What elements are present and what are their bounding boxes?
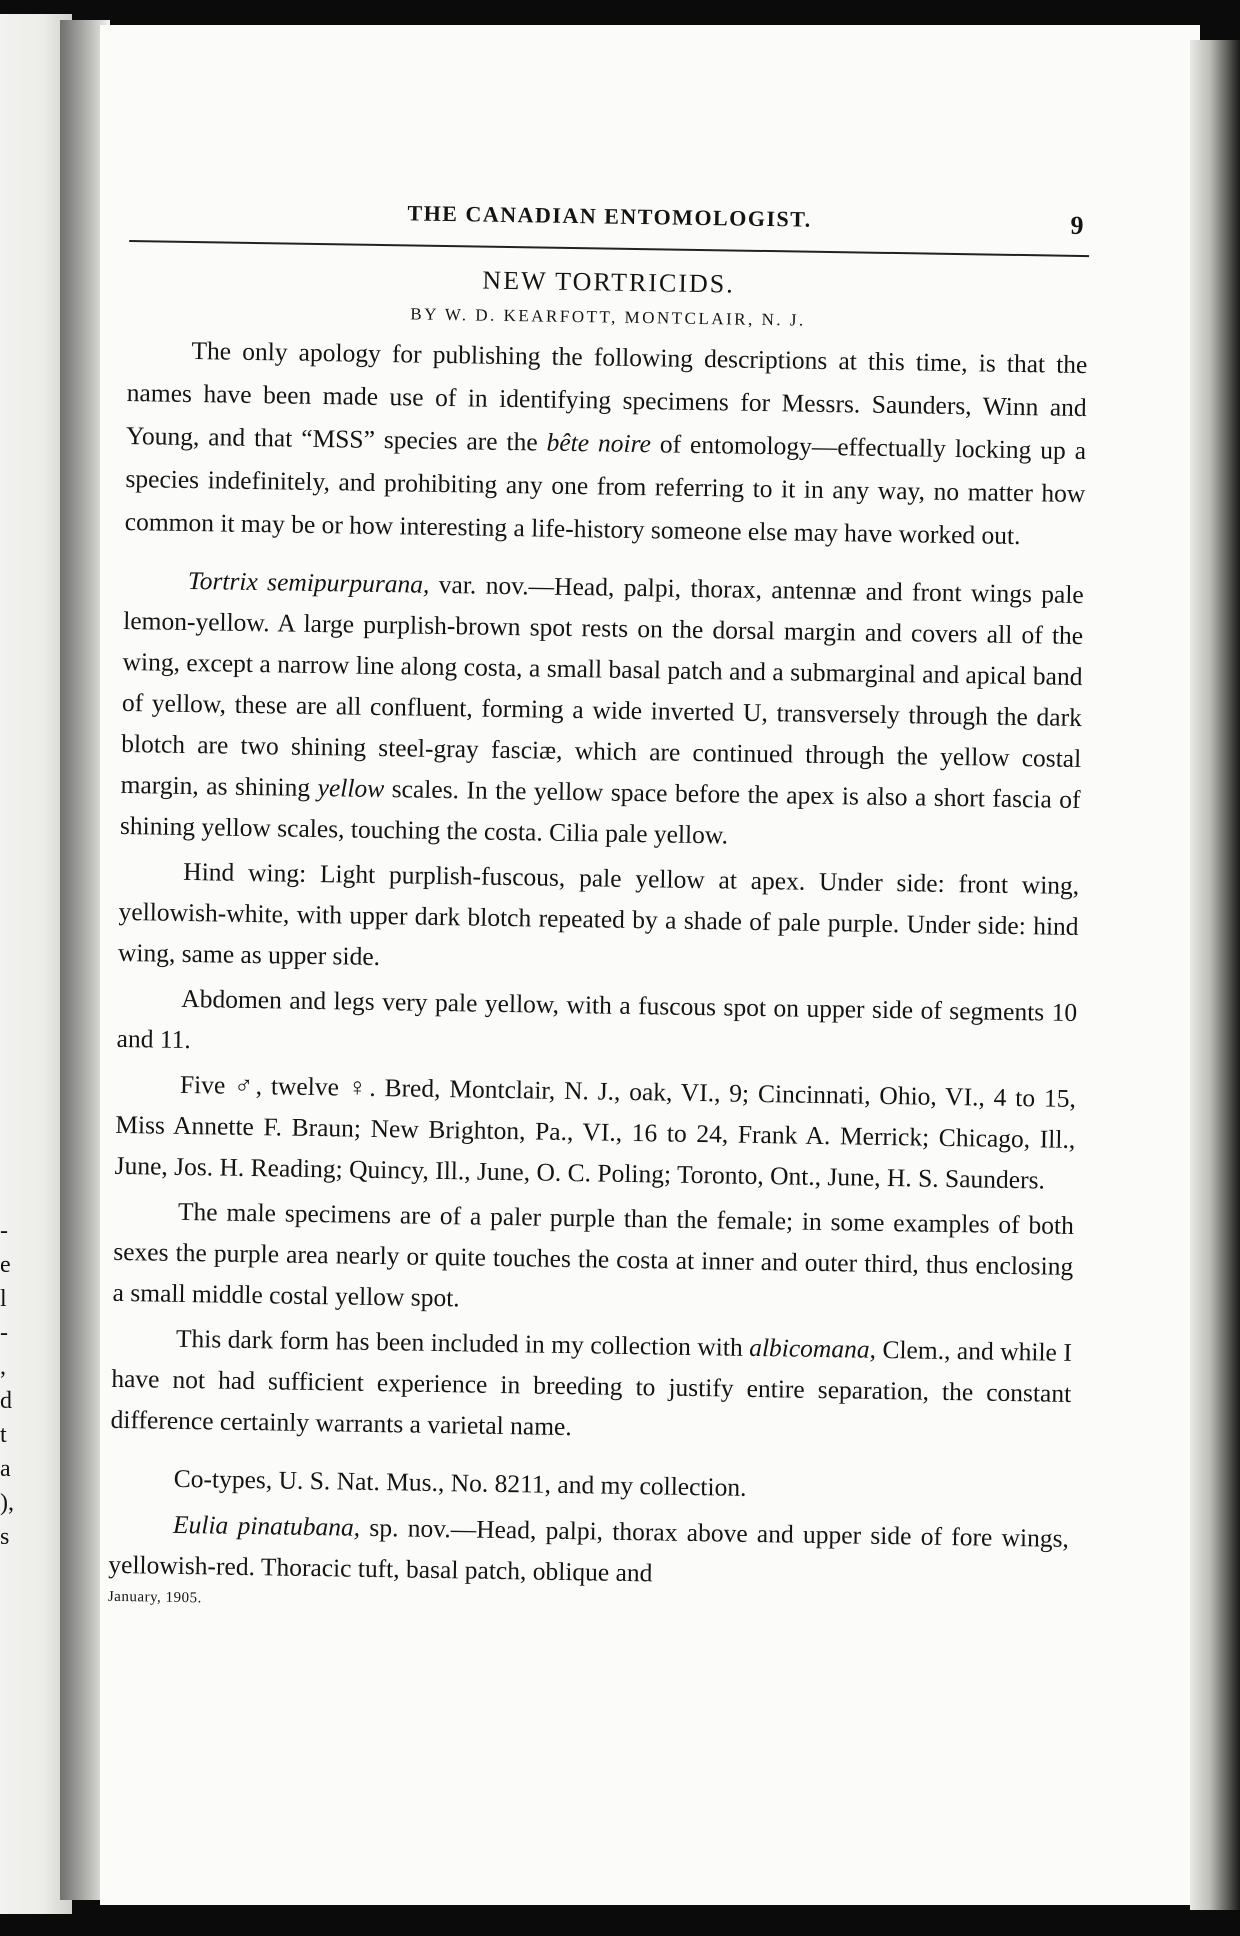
- facing-page-char: ),: [0, 1490, 14, 1516]
- species-name: Eulia pinatubana,: [172, 1509, 361, 1542]
- page-number: 9: [1070, 210, 1084, 240]
- facing-page-char: e: [0, 1252, 11, 1278]
- abdomen-paragraph: Abdomen and legs very pale yellow, with a fuscous spot on upper side of segments 10 and 11.: [116, 983, 1078, 1055]
- facing-page-char: -: [0, 1218, 8, 1244]
- species-description-text-b: scales. In the yellow space before the apex is also a short fascia of shining yellow scales, touching the costa. Cilia pale yellow.: [119, 774, 1081, 850]
- facing-page-char: t: [0, 1422, 7, 1448]
- italic-word: yellow: [317, 773, 385, 804]
- article-title: NEW TORTRICIDS.: [482, 265, 735, 299]
- specimens-paragraph: Five ♂, twelve ♀. Bred, Montclair, N. J., oak, VI., 9; Cincinnati, Ohio, VI., 4 to 15, Miss Annette F. Braun; New Brighton, Pa., VI., 16 to 24, Frank A. Merrick; Chicago, Ill., June, Jos. H. Reading; Quincy, Ill., June, O. C. Poling; Toronto, Ont., June, H. S. Saunders.: [114, 1069, 1077, 1195]
- intro-italic-phrase: bête noire: [546, 427, 652, 459]
- second-species-text: sp. nov.—Head, palpi, thorax above and upper side of fore wings, yellowish-red. Thoracic tuft, basal patch, oblique and: [108, 1512, 1070, 1588]
- facing-page-char: -: [0, 1320, 8, 1346]
- issue-date: January, 1905.: [107, 1588, 202, 1607]
- intro-text-c: of entomology—effectually locking up a species indefinitely, and prohibiting any one from referring to it in any way, no matter how common it may be or how interesting a life-history someone else may have worked out.: [124, 429, 1087, 551]
- article-byline: BY W. D. KEARFOTT, MONTCLAIR, N. J.: [410, 304, 806, 330]
- page-content: [108, 190, 1090, 1621]
- species-description-text-a: var. nov.—Head, palpi, thorax, antennæ and front wings pale lemon-yellow. A large purplish-brown spot rests on the dorsal margin and covers all of the wing, except a narrow line along costa, a small basal patch and a submarginal and apical band of yellow, these are all confluent, forming a wide inverted U, transversely through the dark blotch are two shining steel-gray fasciæ, which are continued through the yellow costal margin, as shining: [120, 569, 1084, 803]
- dark-form-text-a: This dark form has been included in my collection with: [175, 1323, 750, 1362]
- facing-page-cut-text: [0, 1214, 20, 1554]
- second-species-paragraph: [108, 1503, 1069, 1600]
- dark-form-paragraph: [110, 1317, 1072, 1455]
- intro-text-a: The only apology for publishing the following descriptions at this time, is that the names have been made use of in identifying specimens for Messrs. Saunders, Winn and Young, and that “MSS” species are the: [125, 335, 1088, 457]
- facing-page-char: s: [0, 1524, 10, 1550]
- co-types-paragraph: Co-types, U. S. Nat. Mus., No. 8211, and my collection.: [173, 1463, 747, 1502]
- intro-paragraph: [124, 328, 1087, 558]
- facing-page-char: l: [0, 1286, 7, 1312]
- dark-form-text-c: Clem., and while I have not had sufficient experience in breeding to justify entire separation, the constant difference certainly warrants a varietal name.: [110, 1334, 1073, 1442]
- facing-page-char: d: [0, 1388, 12, 1414]
- page-stack-edge: [1190, 40, 1240, 1910]
- journal-title: THE CANADIAN ENTOMOLOGIST.: [407, 200, 812, 232]
- species-name: albicomana,: [748, 1332, 877, 1364]
- facing-page-char: a: [0, 1456, 11, 1482]
- hind-wing-paragraph: Hind wing: Light purplish-fuscous, pale yellow at apex. Under side: front wing, yellowish-white, with upper dark blotch repeated by a shade of pale purple. Under side: hind wing, same as upper side.: [117, 856, 1080, 972]
- facing-page-char: ,: [0, 1354, 6, 1380]
- species-description-paragraph: [120, 559, 1084, 861]
- male-specimens-paragraph: The male specimens are of a paler purple than the female; in some examples of both sexes the purple area nearly or quite touches the costa at inner and outer third, thus enclosing a small middle costal yellow spot.: [112, 1196, 1075, 1313]
- species-name: Tortrix semipurpurana,: [187, 565, 430, 599]
